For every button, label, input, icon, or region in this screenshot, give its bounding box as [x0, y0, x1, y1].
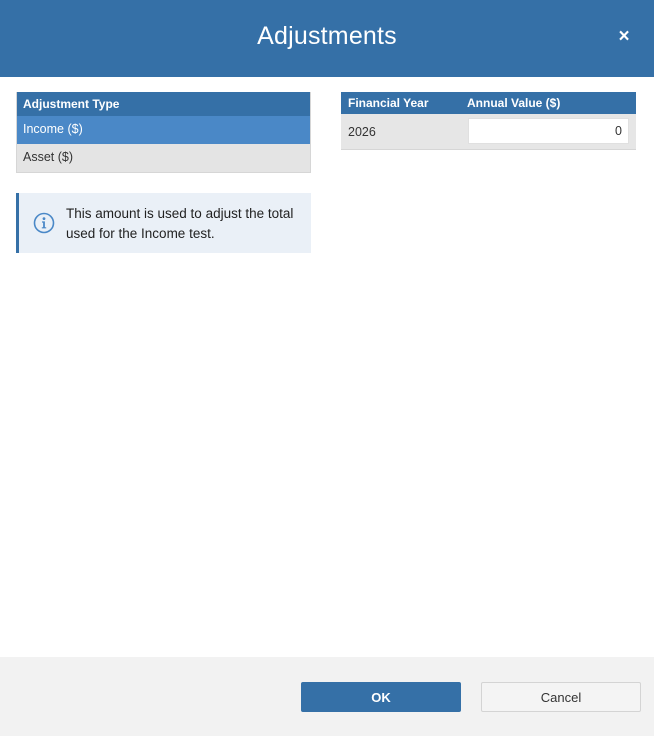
- adjustment-type-header: Adjustment Type: [17, 92, 310, 116]
- annual-values-table: [341, 92, 636, 150]
- column-header-financial-year: Financial Year: [348, 96, 429, 110]
- dialog-title: Adjustments: [257, 22, 397, 50]
- ok-button[interactable]: OK: [301, 682, 461, 712]
- table-header-row: [341, 92, 636, 114]
- column-header-annual-value: Annual Value ($): [467, 96, 561, 110]
- annual-value-input[interactable]: [468, 118, 629, 144]
- close-icon[interactable]: ×: [618, 26, 630, 47]
- cancel-button[interactable]: Cancel: [481, 682, 641, 712]
- annual-value-cell: [461, 114, 636, 149]
- dialog-header: [0, 0, 654, 77]
- info-circle-icon: [33, 212, 55, 234]
- table-row: [341, 114, 636, 150]
- adjustment-type-list: [16, 92, 311, 173]
- adjustment-type-item-asset[interactable]: Asset ($): [17, 144, 310, 172]
- dialog-footer: [0, 657, 654, 736]
- info-message: [16, 193, 311, 253]
- adjustment-type-item-income[interactable]: Income ($): [17, 116, 310, 144]
- financial-year-cell: 2026: [348, 125, 376, 139]
- info-message-text: This amount is used to adjust the total used for the Income test.: [66, 206, 294, 241]
